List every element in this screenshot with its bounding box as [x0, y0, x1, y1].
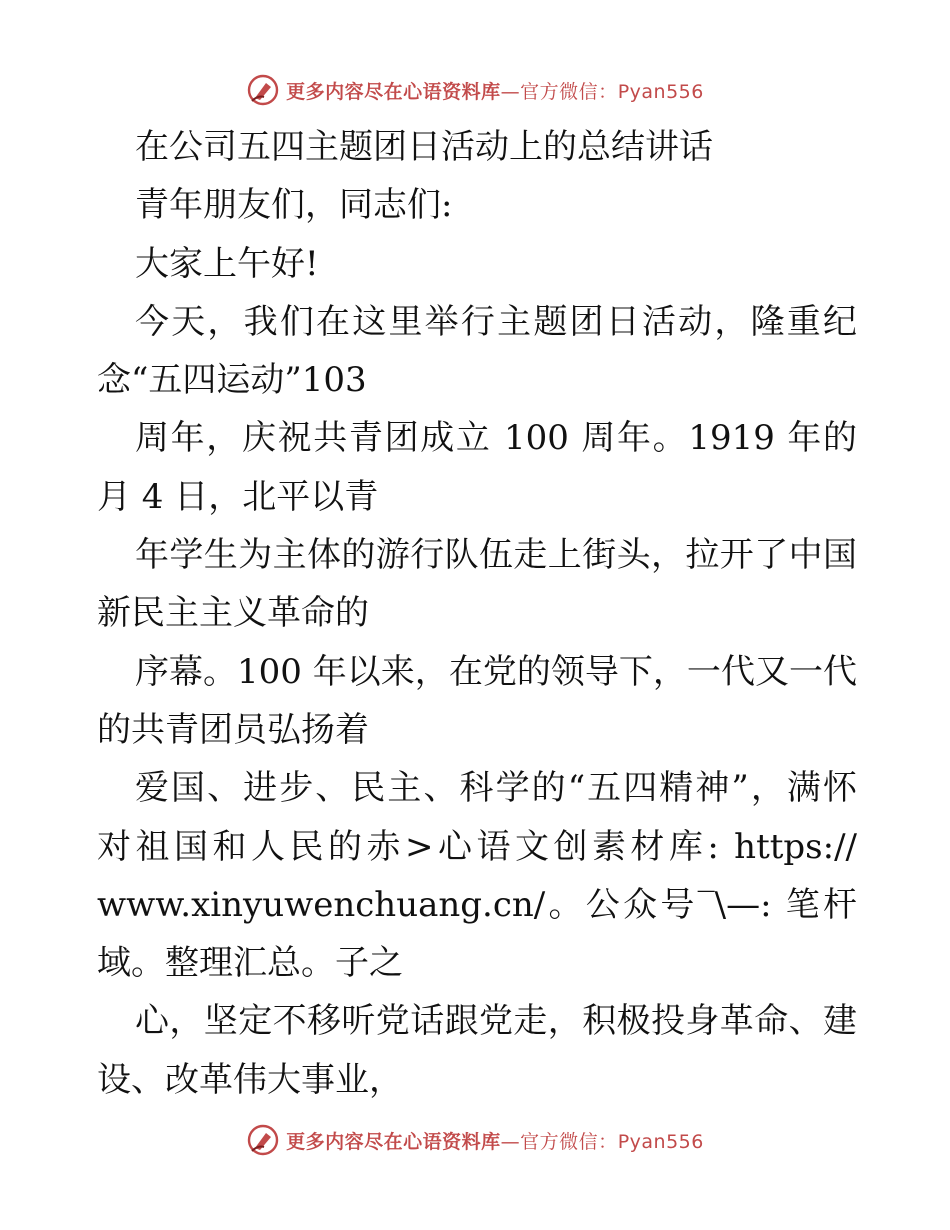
doc-title: 在公司五四主题团日活动上的总结讲话	[135, 127, 713, 167]
paragraph-line: 对祖国和人民的赤>心语文创素材库: https://	[97, 826, 857, 867]
pen-nib-logo-icon	[246, 73, 280, 107]
watermark-wechat-label: 官方微信：	[520, 1130, 618, 1153]
watermark-text	[286, 1127, 704, 1154]
paragraph-line: 周年，庆祝共青团成立 100 周年。1919 年的	[135, 418, 857, 459]
watermark-wechat-id: Pyan556	[617, 1130, 704, 1153]
watermark-text	[286, 77, 704, 104]
paragraph-line: 爱国、进步、民主、科学的“五四精神”，满怀	[135, 768, 857, 809]
paragraph-line: 今天，我们在这里举行主题团日活动，隆重纪	[135, 301, 857, 342]
document-body	[97, 118, 857, 1109]
paragraph-line: 域。整理汇总。子之	[97, 943, 403, 984]
header-watermark-banner	[0, 70, 950, 110]
watermark-wechat-id: Pyan556	[617, 80, 704, 103]
watermark-dash: —	[500, 80, 521, 103]
paragraph-line: 序幕。100 年以来，在党的领导下，一代又一代	[135, 651, 857, 692]
pen-nib-logo-icon	[246, 1123, 280, 1157]
paragraph-line: 年学生为主体的游行队伍走上街头，拉开了中国	[135, 535, 857, 576]
paragraph-line: 设、改革伟大事业，	[97, 1059, 403, 1100]
watermark-dash: —	[500, 1130, 521, 1153]
watermark-lead: 更多内容尽在心语资料库	[286, 80, 501, 103]
footer-watermark-banner	[0, 1120, 950, 1160]
greeting: 大家上午好!	[135, 243, 319, 284]
paragraph-line: 心，坚定不移听党话跟党走，积极投身革命、建	[135, 1001, 857, 1042]
watermark-lead: 更多内容尽在心语资料库	[286, 1130, 501, 1153]
paragraph-line: 的共青团员弘扬着	[97, 709, 369, 750]
paragraph-line: 月 4 日，北平以青	[97, 476, 379, 517]
watermark-wechat-label: 官方微信：	[520, 80, 618, 103]
paragraph-line: 新民主主义革命的	[97, 593, 369, 634]
paragraph-line: www.xinyuwenchuang.cn/。公众号‾\—: 笔杆	[97, 884, 857, 925]
paragraph-line: 念“五四运动”103	[97, 360, 367, 401]
salutation: 青年朋友们，同志们:	[135, 185, 453, 226]
